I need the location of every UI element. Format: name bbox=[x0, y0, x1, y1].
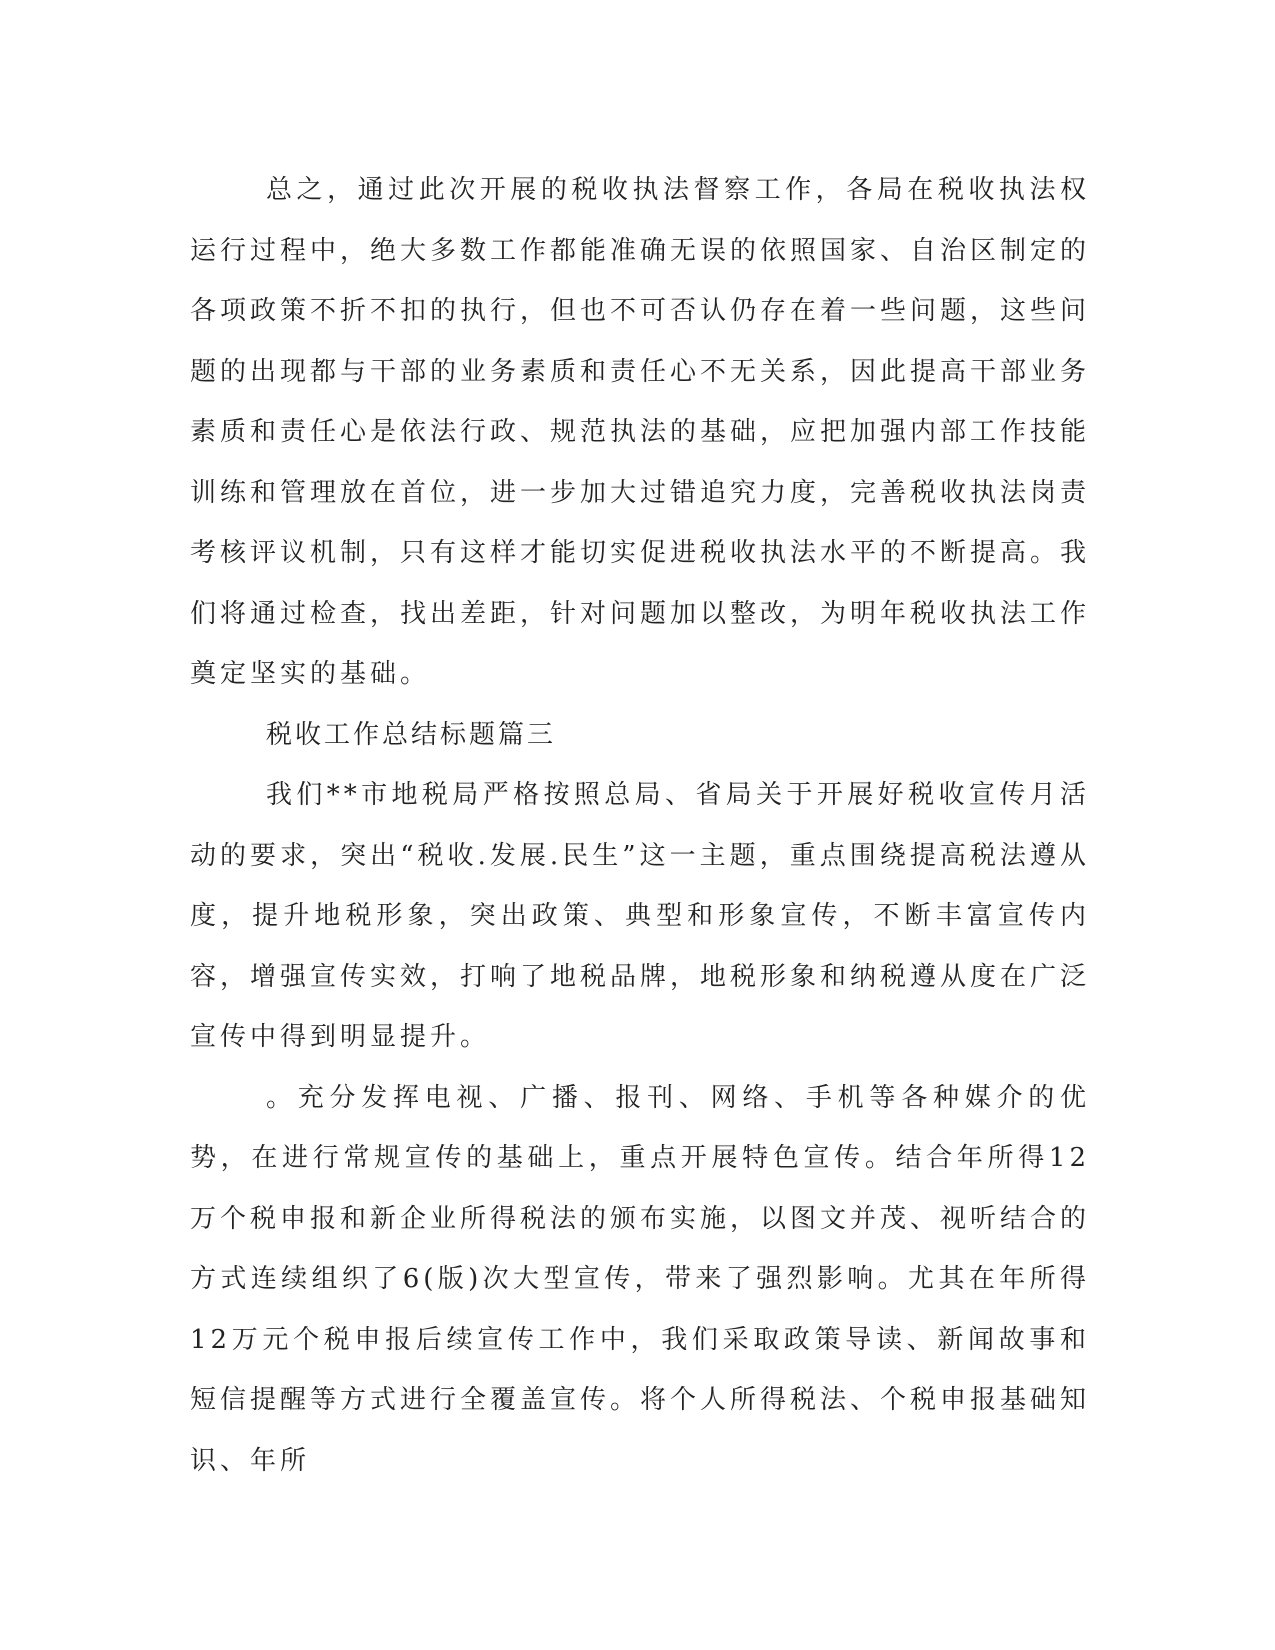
paragraph-intro: 我们**市地税局严格按照总局、省局关于开展好税收宣传月活动的要求，突出“税收.发展.民生”这一主题，重点围绕提高税法遵从度，提升地税形象，突出政策、典型和形象宣传，不断丰富宣传内容，增强宣传实效，打响了地税品牌，地税形象和纳税遵从度在广泛宣传中得到明显提升。 bbox=[190, 780, 1091, 1052]
paragraph-summary: 总之，通过此次开展的税收执法督察工作，各局在税收执法权运行过程中，绝大多数工作都能准确无误的依照国家、自治区制定的各项政策不折不扣的执行，但也不可否认仍存在着一些问题，这些问题的出现都与干部的业务素质和责任心不无关系，因此提高干部业务素质和责任心是依法行政、规范执法的基础，应把加强内部工作技能训练和管理放在首位，进一步加大过错追究力度，完善税收执法岗责考核评议机制，只有这样才能切实促进税收执法水平的不断提高。我们将通过检查，找出差距，针对问题加以整改，为明年税收执法工作奠定坚实的基础。 bbox=[190, 175, 1091, 689]
paragraph-media: 。充分发挥电视、广播、报刊、网络、手机等各种媒介的优势，在进行常规宣传的基础上，重点开展特色宣传。结合年所得12万个税申报和新企业所得税法的颁布实施，以图文并茂、视听结合的方式连续组织了6(版)次大型宣传，带来了强烈影响。尤其在年所得12万元个税申报后续宣传工作中，我们采取政策导读、新闻故事和短信提醒等方式进行全覆盖宣传。将个人所得税法、个税申报基础知识、年所 bbox=[190, 1082, 1091, 1476]
document-body bbox=[190, 160, 1090, 1491]
section-heading: 税收工作总结标题篇三 bbox=[266, 719, 557, 750]
